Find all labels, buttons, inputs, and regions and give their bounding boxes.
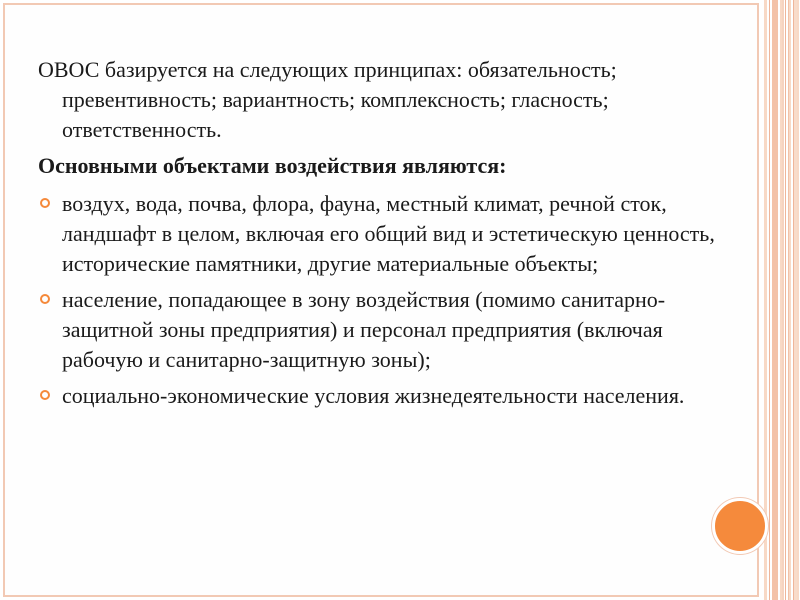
intro-paragraph — [38, 55, 718, 145]
list-item-text: воздух, вода, почва, флора, фауна, местный климат, речной сток, ландшафт в целом, включая его общий вид и эстетическую ценность, исторические памятники, другие материальные объекты; — [62, 191, 715, 276]
objects-list — [38, 189, 718, 411]
list-item-text: население, попадающее в зону воздействия (помимо санитарно-защитной зоны предприятия) и персонал предприятия (включая рабочую и санитарно-защитную зоны); — [62, 287, 666, 372]
stripe-thin-3 — [794, 0, 797, 600]
decorative-circle-icon — [712, 498, 768, 554]
ring-bullet-icon — [40, 294, 50, 304]
list-item — [38, 381, 718, 411]
slide-content — [38, 55, 718, 417]
list-item-text: социально-экономические условия жизнедеятельности населения. — [62, 383, 685, 408]
intro-text: ОВОС базируется на следующих принципах: обязательность; превентивность; вариантность; комплексность; гласность; ответственность. — [38, 57, 617, 142]
stripe-solid — [772, 0, 778, 600]
list-item — [38, 285, 718, 375]
decorative-side-stripes — [764, 0, 800, 600]
stripe-thin — [782, 0, 784, 600]
ring-bullet-icon — [40, 198, 50, 208]
ring-bullet-icon — [40, 390, 50, 400]
objects-heading: Основными объектами воздействия являются: — [38, 153, 507, 178]
list-item — [38, 189, 718, 279]
stripe-thin-2 — [788, 0, 789, 600]
